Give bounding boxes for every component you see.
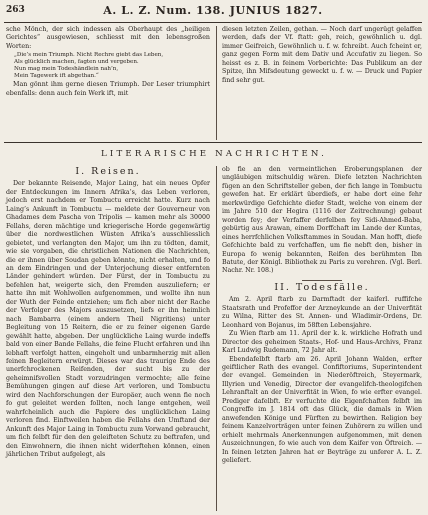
section-title: II. Todesfälle.: [274, 281, 370, 293]
column-divider: [216, 166, 217, 511]
obituary-paragraph: Am 2. April ftarb zu Darmftadt der kaiferl. ruffifche Staatsrath und Profeffor der Arzneykunde an der Univerfität zu Wilna, Ritter des St. Annen- und Wladimir-Ordens, Dr. Leonhard von Bojanus, im 58ften Lebensjahre.: [222, 296, 422, 329]
running-head: A. L. Z. Num. 138. JUNIUS 1827.: [103, 4, 323, 17]
review-paragraph: sche Mönch, der sich indessen als Oberhaupt des „heiligen Gerichtes“ ausgewiesen, schliesst mit den lebensgroßen Worten:: [6, 26, 210, 50]
quoted-verse: [6, 52, 210, 80]
section-rule: [4, 142, 422, 143]
section-banner: LITERARISCHE NACHRICHTEN.: [100, 149, 328, 159]
obituaries-column: [222, 166, 422, 465]
review-end-right-column: [222, 26, 422, 85]
review-paragraph: Man gönnt ihm gerne diesen Triumph. Der Leser triumphirt ebenfalls: denn auch fein Werk ift, mit: [6, 81, 210, 97]
page-number: 263: [6, 5, 25, 15]
verse-line: „Die’s mein Triumph. Nicht Rechre giebt das Leben,: [14, 52, 164, 59]
news-paragraph: ob fie an den vermeintlichen Eroberungsplanen der ungläubigen mitschuldig wären. Diefe letzten Nachrichten fügen an den Schriftsteller geben, der fich lange in Tombuctu gewefen hat. Er erklärt überdiefs, er habe dort eine fehr merkwürdige Gefchichte diefer Stadt, welche von einem der im Jahre 510 der Hegira (1116 der Zeitrechnung) gebaut worden fey; der Verfaffer derfelben fey Sidi-Ahmed-Baba, gebürtig aus Arawan, einem Dorffchaft im Lande der Kuntas, eines herrfchlichen Volksftammes in Soudan. Man hofft, diefe Gefchichte bald zu verfchaffen, um fie nebft den, bisher in Europa fo wenig bekannten, Reifen des berühmten Ibn Batute, der Königl. Bibliothek zu Paris zu verehren. (Vgl. Berl. Nachr. Nr. 108.): [222, 166, 422, 275]
obituary-paragraph: Ebendafelbft ftarb am 26. April Johann Walden, erfter geiftlicher Rath des evangel. Confiftoriums, Superintendent der evangel. Gemeinden in Niederöftreich, Steyermark, Illyrien und Venedig, Director der evangelifch-theologifchen Lehranftalt an der Univerfität in Wien, fo wie erfter evangel. Prediger dafelbft. Er verfuchte die Eigenfchaften felbft im Congreffe im J. 1814 oft das Glück, die damals in Wien anwefenden Könige und Fürften zu bewirthen. Religion bey feinem Kanzelvorträgen unter feinen Zuhörern zu willen und erhielt mehrmals Anerkennungen aufgenommen, mit denen Auszeichnungen, fo wie auch von dem Kaifer von Öftreich. — In feinen letzten Jahren hat er Beyträge zu unferer A. L. Z. geliefert.: [222, 355, 422, 464]
travel-news-column: [6, 166, 210, 459]
verse-line: Als glücklich machen, fagten und vergeben.: [14, 59, 139, 66]
page-header: [4, 4, 422, 22]
news-paragraph: Der bekannte Reisende, Major Laing, hat ein neues Opfer der Entdeckungen im Innern Afrika’s, das Leben verloren, jedoch erst nachdem er Tombuctu erreicht hatte. Kurz nach Laing’s Ankunft in Tombuctu — meldete der Gouverneur von Ghadames dem Pascha von Tripolis — kamen mehr als 30000 Fellahs, deren mächtige und kriegerische Horde gegenwärtig über die nordwestlichen Wüsten Afrika’s ausschliesslich gebietet, und verlangten den Major, um ihn zu tödten, damit, wie sie vorgaben, die christlichen Nationen die Nachrichten, die er ihnen über Soudan geben könnte, nicht erhalten, und fo an dem Eindringen und der Unterjochung dieser entfernten Länder gehindert würden. Der Fürst, der in Tombuctu zu befehlen hat, weigerte sich, den Fremden auszuliefern; er hatte ihn mit Wohlwollen aufgenommen, und wollte ihn nun der Wuth der Feinde entziehen; um fich aber nicht der Rache der Verfolger des Majors auszusetzen, liefs er ihn heimlich nach Bambarra (einem andern Theil Nigritiens) unter Begleitung von 15 Reitern, die er zu feiner eigenen Garde gewählt hatte, abgeben. Der unglückliche Laing wurde indeffs bald von einer Bande Fellahs, die feine Flucht erfahren und ihn lebhaft verfolgt hatten, eingeholt und unbarmherzig mit allen feinen Begleitern erwürgt. Dieses war das traurige Ende des unerfchrockenen Reifenden, der sucht bis zu der geheimnifsvollen Stadt vorzudringen vermochte; alle feine Bemühungen gingen auf diese Art verloren, und Tombuctu wird den Nachforschungen der Europäer, auch wenn fie noch fo gut geleitet werden follten, noch lange entgehen, weil wahrfcheinlich auch die Papiere des unglücklichen Laing verloren find. Einftweilen haben die Fellahs den Umftand der Ankunft des Major Laing in Tombuctu zum Vorwand gebraucht, um fich felbft für den den geleifteten Schutz zu beftrafen, und den Einwohnern, die ihnen nicht widerftehen können, einen jährlichen Tribut aufgelegt, als: [6, 180, 210, 458]
header-rule: [4, 22, 422, 23]
verse-line: Nun mag mein Todeshändlein nah’n,: [14, 66, 119, 73]
verse-line: Mein Tagewerk ift abgethan.“: [14, 73, 99, 80]
column-divider: [216, 26, 217, 140]
review-paragraph: diesen letzten Zeilen, gethan. — Noch darf ungerügt gelaffen werden, dafs der Vf. ftatt: geh, reich, gewöhnlich u. dgl. immer Geifreich, Gewöhnlich u. f. w. fchreibt. Auch fcheint er, ganz gegen Form mit dem Dativ und Accufativ zu liegen. So heisst es z. B. in feinem Vorberichte: Das Publikum an der Spitze, ihn Mifsdeutung geweckt u. f. w. — Druck und Papier find sehr gut.: [222, 26, 422, 84]
divider: [302, 280, 342, 281]
obituary-paragraph: Zu Wien ftarb am 11. April der k. k. wirkliche Hofrath und Director des geheimen Staats-, Hof- und Haus-Archivs, Franz Karl Ludwig Rudemann, 72 Jahr alt.: [222, 330, 422, 355]
section-title: I. Reisen.: [75, 166, 141, 177]
review-end-left-column: [6, 26, 210, 98]
